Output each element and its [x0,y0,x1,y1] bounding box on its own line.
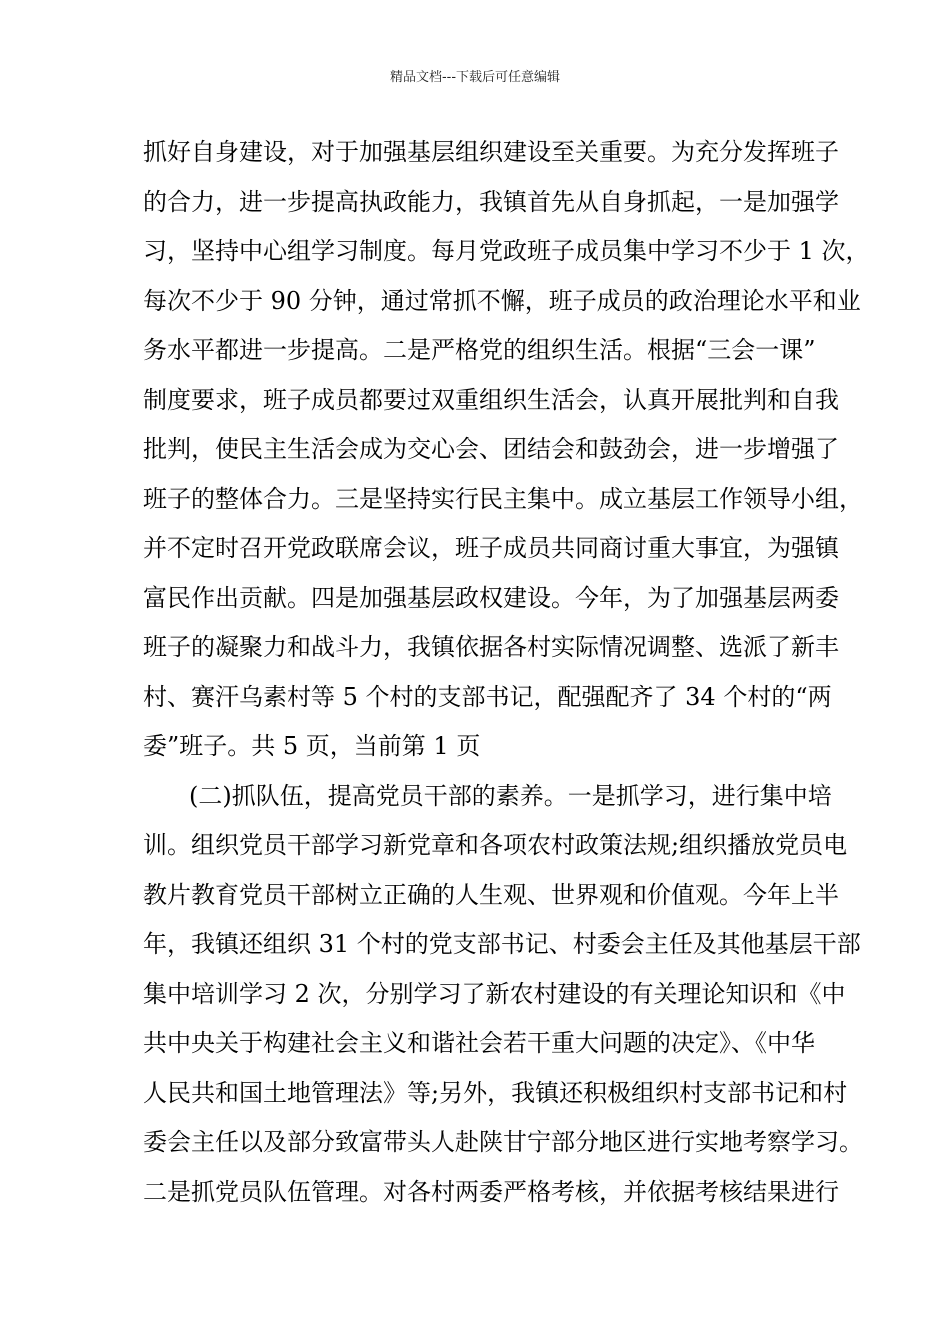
text-line: 制度要求，班子成员都要过双重组织生活会，认真开展批判和自我 [143,385,839,414]
text-line: 务水平都进一步提高。二是严格党的组织生活。根据“三会一课” [143,336,816,364]
text-line: 班子的整体合力。三是坚持实行民主集中。成立基层工作领导小组， [143,484,863,513]
text-line: 村、赛汗乌素村等 5 个村的支部书记，配强配齐了 34 个村的“两 [143,682,832,711]
text-line: 批判，使民主生活会成为交心会、团结会和鼓劲会，进一步增强了 [143,435,839,463]
text-line: 并不定时召开党政联席会议，班子成员共同商讨重大事宜，为强镇 [143,534,839,562]
text-line: 共中央关于构建社会主义和谐社会若干重大问题的决定》、《中华 [143,1029,815,1057]
paragraph-1 [143,128,870,772]
text-line: 集中培训学习 2 次，分别学习了新农村建设的有关理论知识和《中 [143,979,846,1008]
text-line: 班子的凝聚力和战斗力，我镇依据各村实际情况调整、选派了新丰 [143,633,839,661]
text-line: 委”班子。共 5 页，当前第 1 页 [143,732,481,760]
text-line: 训。组织党员干部学习新党章和各项农村政策法规;组织播放党员电 [143,831,848,859]
text-line: 的合力，进一步提高执政能力，我镇首先从自身抓起，一是加强学 [143,187,839,216]
document-body [143,128,870,1217]
text-line: 年，我镇还组织 31 个村的党支部书记、村委会主任及其他基层干部 [143,930,861,958]
text-line: 富民作出贡献。四是加强基层政权建设。今年，为了加强基层两委 [143,583,839,612]
text-line: 委会主任以及部分致富带头人赴陕甘宁部分地区进行实地考察学习。 [143,1128,863,1156]
text-line: 教片教育党员干部树立正确的人生观、世界观和价值观。今年上半 [143,880,839,909]
text-line: (二)抓队伍，提高党员干部的素养。一是抓学习，进行集中培 [189,781,832,810]
text-line: 二是抓党员队伍管理。对各村两委严格考核，并依据考核结果进行 [143,1177,839,1206]
paragraph-2 [143,772,863,1218]
text-line: 习，坚持中心组学习制度。每月党政班子成员集中学习不少于 1 次， [143,237,870,265]
text-line: 每次不少于 90 分钟，通过常抓不懈，班子成员的政治理论水平和业 [143,286,861,315]
text-line: 抓好自身建设，对于加强基层组织建设至关重要。为充分发挥班子 [143,138,839,166]
text-line: 人民共和国土地管理法》等;另外，我镇还积极组织村支部书记和村 [143,1078,848,1107]
page-header: 精品文档---下载后可任意编辑 [389,70,561,85]
